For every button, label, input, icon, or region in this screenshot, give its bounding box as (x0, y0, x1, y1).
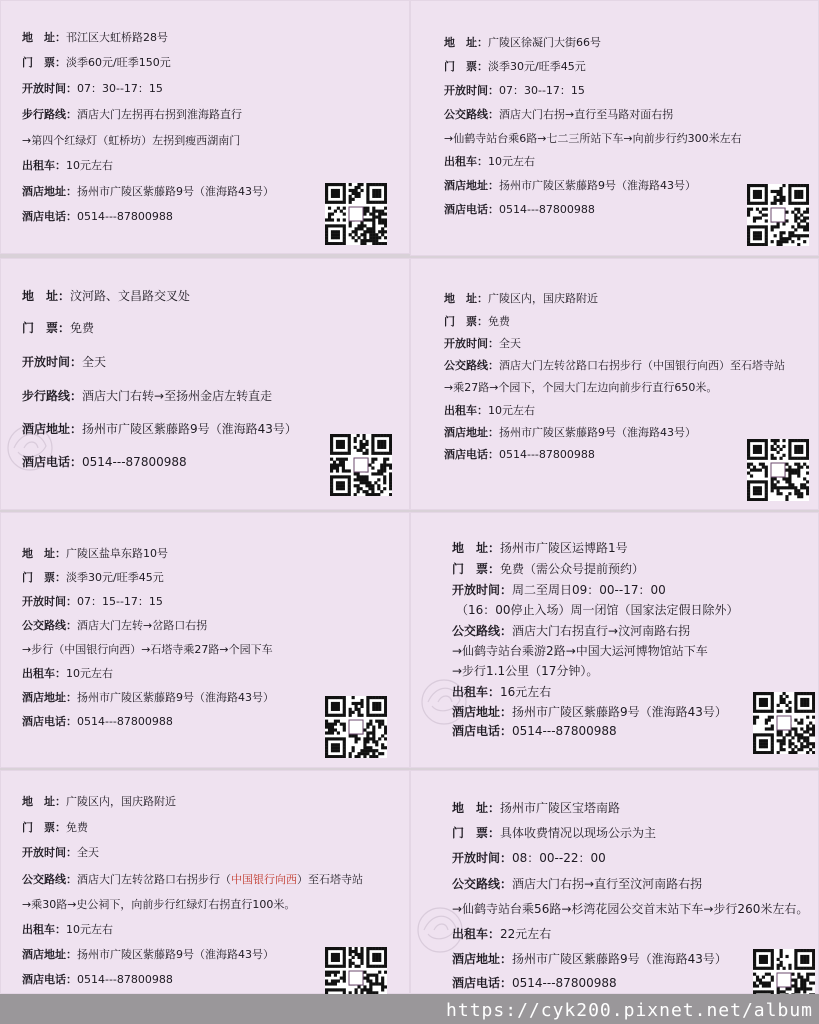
qr-code-icon (325, 183, 387, 245)
qr-code-icon (753, 949, 815, 994)
route-row: 公交路线：酒店大门左转岔路口右拐步行（中国银行向西）至石塔寺站 (444, 359, 785, 372)
hotel-phone-row: 酒店电话：0514---87800988 (22, 210, 173, 223)
hotel-address-row: 酒店地址：扬州市广陵区紫藤路9号（淮海路43号） (444, 426, 696, 439)
hours-row: 开放时间：07：30--17：15 (22, 82, 163, 95)
taxi-row: 出租车：10元左右 (444, 155, 535, 168)
address-row: 地 址：广陵区内，国庆路附近 (444, 292, 598, 305)
address-row: 地 址：邗江区大虹桥路28号 (22, 31, 168, 44)
card-canal-museum (410, 512, 819, 768)
hotel-phone-row: 酒店电话：0514---87800988 (22, 715, 173, 728)
hours-row: 开放时间：全天 (22, 846, 99, 859)
taxi-row: 出租车：22元左右 (452, 927, 552, 941)
hotel-phone-row: 酒店电话：0514---87800988 (444, 203, 595, 216)
route-row: 步行路线：酒店大门右转→至扬州金店左转直走 (22, 389, 273, 403)
address-row: 地 址：扬州市广陵区运博路1号 (452, 541, 628, 555)
route-row-2: →乘27路→个园下，个园大门左边向前步行直行650米。 (444, 381, 718, 394)
address-row: 地 址：汶河路、文昌路交叉处 (22, 289, 191, 303)
hours-row: 开放时间：07：15--17：15 (22, 595, 163, 608)
route-row: 公交路线：酒店大门右拐→直行至马路对面右拐 (444, 108, 674, 121)
hotel-address-row: 酒店地址：扬州市广陵区紫藤路9号（淮海路43号） (22, 948, 274, 961)
card-heyuan (410, 0, 819, 256)
route-row: 公交路线：酒店大门左转→岔路口右拐 (22, 619, 208, 632)
ticket-row: 门 票：淡季30元/旺季45元 (444, 60, 586, 73)
taxi-row: 出租车：10元左右 (444, 404, 535, 417)
hotel-phone-row: 酒店电话：0514---87800988 (452, 976, 617, 990)
address-row: 地 址：广陵区徐凝门大街66号 (444, 36, 601, 49)
ticket-row: 门 票：免费 (444, 315, 510, 328)
qr-code-icon (753, 692, 815, 754)
hours-row: 开放时间：周二至周日09：00--17：00 (452, 583, 666, 597)
taxi-row: 出租车：10元左右 (22, 923, 113, 936)
route-row-2: →第四个红绿灯（虹桥坊）左拐到瘦西湖南门 (22, 134, 241, 147)
hours-row: 开放时间：08：00--22：00 (452, 851, 606, 865)
qr-code-icon (330, 434, 392, 496)
route-row: 公交路线：酒店大门右拐直行→汶河南路右拐 (452, 624, 691, 638)
card-shouxihu (0, 0, 410, 254)
route-row-2: →乘30路→史公祠下，向前步行红绿灯右拐直行100米。 (22, 898, 296, 911)
qr-code-icon (325, 696, 387, 758)
ticket-row: 门 票：淡季60元/旺季150元 (22, 56, 171, 69)
taxi-row: 出租车：10元左右 (22, 667, 113, 680)
hotel-address-row: 酒店地址：扬州市广陵区紫藤路9号（淮海路43号） (22, 185, 274, 198)
hotel-address-row: 酒店地址：扬州市广陵区紫藤路9号（淮海路43号） (444, 179, 696, 192)
card-dongguan (0, 512, 410, 768)
hours-row: 开放时间：全天 (444, 337, 521, 350)
qr-code-icon (747, 184, 809, 246)
ticket-row: 门 票：淡季30元/旺季45元 (22, 571, 164, 584)
route-row-3: →步行1.1公里（17分钟）。 (452, 664, 599, 678)
qr-code-icon (747, 439, 809, 501)
hotel-phone-row: 酒店电话：0514---87800988 (444, 448, 595, 461)
route-row-2: →步行（中国银行向西）→石塔寺乘27路→个园下车 (22, 643, 273, 656)
route-row: 公交路线：酒店大门左转岔路口右拐步行（中国银行向西）至石塔寺站 (22, 873, 363, 886)
route-row-2: →仙鹤寺站台乘游2路→中国大运河博物馆站下车 (452, 644, 708, 658)
route-row-2: →仙鹤寺站台乘56路→杉湾花园公交首末站下车→步行260米左右。 (452, 902, 809, 916)
card-shigongci (0, 770, 410, 994)
route-row-2: →仙鹤寺站台乘6路→七二三所站下车→向前步行约300米左右 (444, 132, 742, 145)
card-geyuan (410, 258, 819, 510)
route-row: 步行路线：酒店大门左拐再右拐到淮海路直行 (22, 108, 242, 121)
ticket-row: 门 票：免费 (22, 321, 95, 335)
hotel-address-row: 酒店地址：扬州市广陵区紫藤路9号（淮海路43号） (22, 691, 274, 704)
address-row: 地 址：扬州市广陵区宝塔南路 (452, 801, 621, 815)
hotel-address-row: 酒店地址：扬州市广陵区紫藤路9号（淮海路43号） (452, 705, 727, 719)
route-row: 公交路线：酒店大门右拐→直行至汶河南路右拐 (452, 877, 703, 891)
taxi-row: 出租车：16元左右 (452, 685, 552, 699)
hotel-address-row: 酒店地址：扬州市广陵区紫藤路9号（淮海路43号） (452, 952, 727, 966)
hotel-phone-row: 酒店电话：0514---87800988 (22, 973, 173, 986)
rose-decoration-icon (410, 900, 480, 970)
highlight-text: 中国银行向西 (231, 873, 297, 886)
address-row: 地 址：广陵区内，国庆路附近 (22, 795, 176, 808)
ticket-row: 门 票：具体收费情况以现场公示为主 (452, 826, 657, 840)
hotel-phone-row: 酒店电话：0514---87800988 (22, 455, 187, 469)
watermark-url: https://cyk200.pixnet.net/album (446, 1000, 813, 1021)
rose-decoration-icon (414, 672, 484, 742)
card-wenchangge (0, 258, 410, 510)
qr-code-icon (325, 947, 387, 994)
ticket-row: 门 票：免费 (22, 821, 88, 834)
ticket-row: 门 票：免费（需公众号提前预约） (452, 562, 645, 576)
hotel-phone-row: 酒店电话：0514---87800988 (452, 724, 617, 738)
hours-row-2: （16：00停止入场）周一闭馆（国家法定假日除外） (456, 603, 739, 617)
hotel-address-row: 酒店地址：扬州市广陵区紫藤路9号（淮海路43号） (22, 422, 297, 436)
card-baota (410, 770, 819, 994)
hours-row: 开放时间：全天 (22, 355, 107, 369)
taxi-row: 出租车：10元左右 (22, 159, 113, 172)
address-row: 地 址：广陵区盐阜东路10号 (22, 547, 168, 560)
rose-decoration-icon (0, 418, 70, 488)
hours-row: 开放时间：07：30--17：15 (444, 84, 585, 97)
